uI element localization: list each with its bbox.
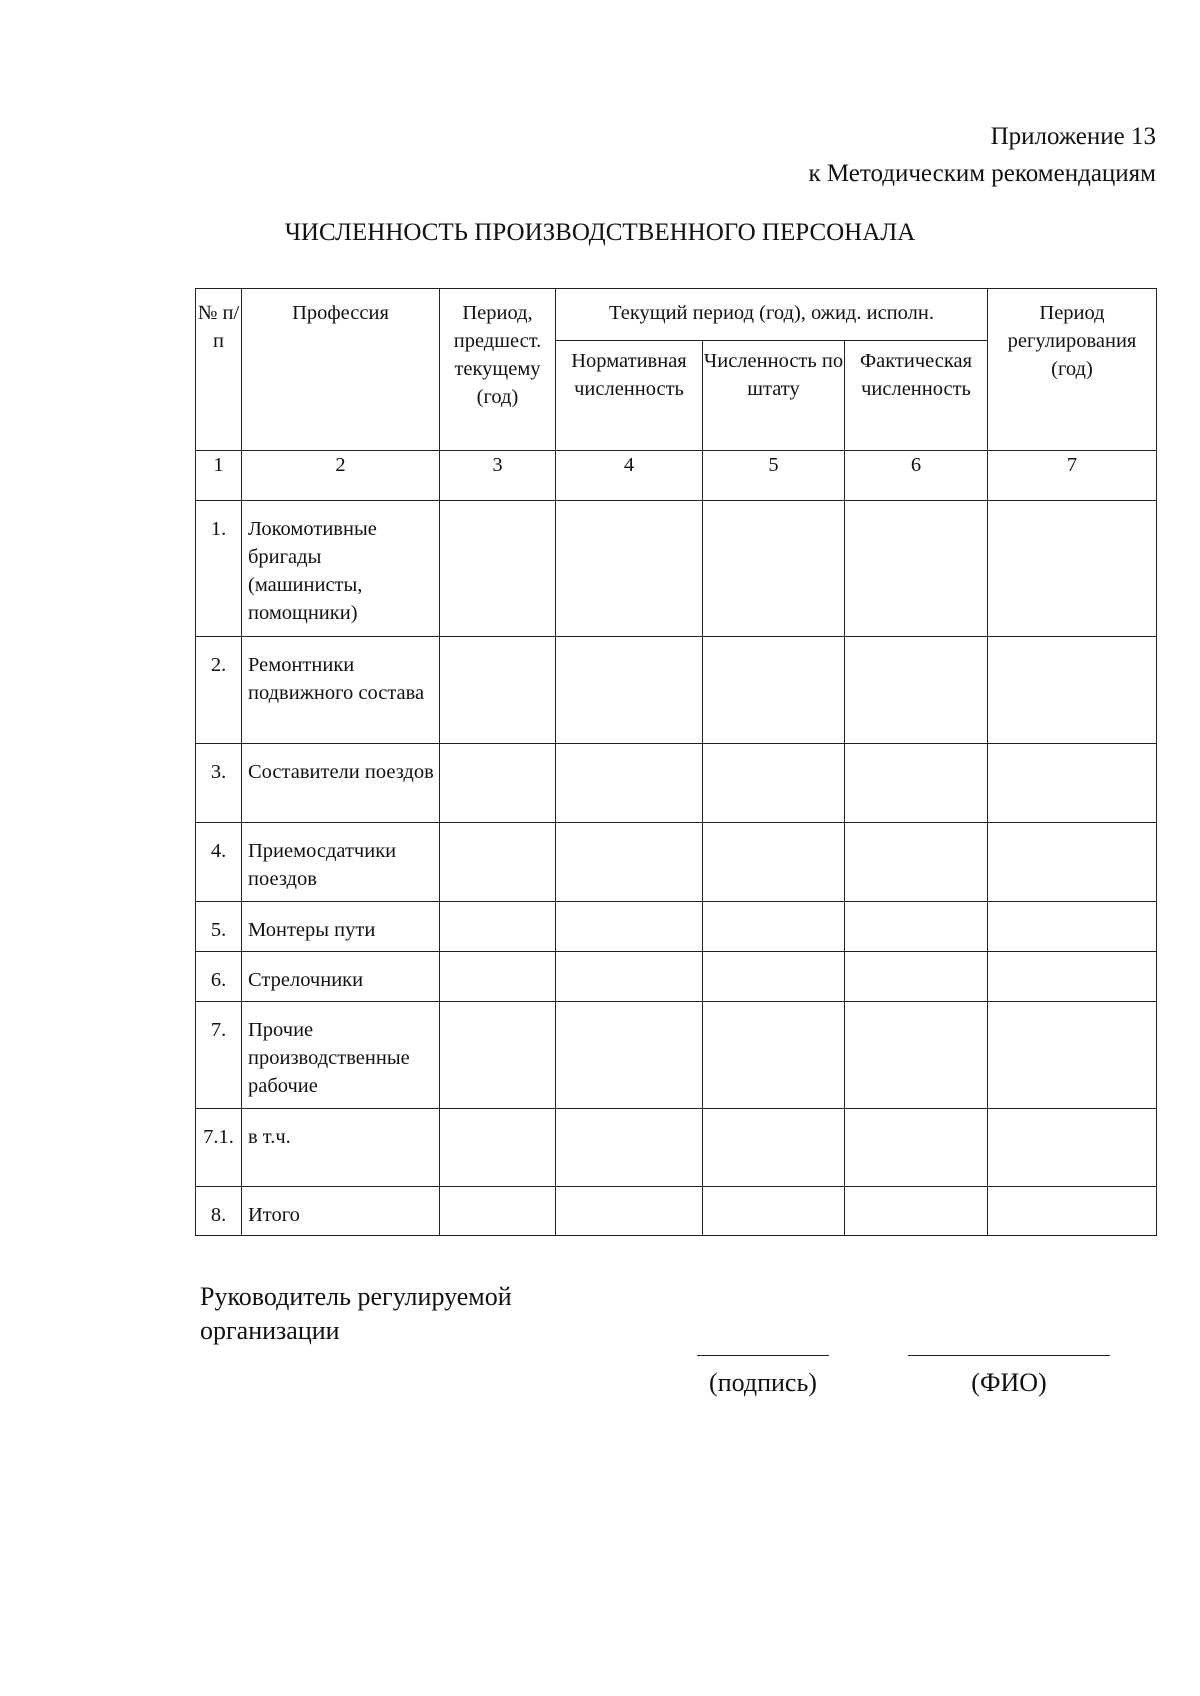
cell-regulation-period xyxy=(988,637,1157,744)
cell-staff-count xyxy=(703,637,845,744)
row-profession: Итого xyxy=(242,1187,440,1236)
cell-staff-count xyxy=(703,1002,845,1109)
row-number: 6. xyxy=(196,952,242,1002)
table-row xyxy=(196,902,1157,952)
name-line xyxy=(908,1355,1110,1356)
cell-regulation-period xyxy=(988,952,1157,1002)
cell-staff-count xyxy=(703,744,845,823)
header-profession: Профессия xyxy=(242,289,440,451)
column-number: 4 xyxy=(556,451,703,501)
cell-prev-period xyxy=(440,823,556,902)
cell-normative xyxy=(556,744,703,823)
header-current-period: Текущий период (год), ожид. исполн. xyxy=(556,289,988,341)
signatory-block xyxy=(200,1280,512,1348)
row-number: 8. xyxy=(196,1187,242,1236)
cell-staff-count xyxy=(703,501,845,637)
row-profession: Прочие производственные рабочие xyxy=(242,1002,440,1109)
name-caption: (ФИО) xyxy=(971,1368,1047,1397)
column-number: 3 xyxy=(440,451,556,501)
cell-regulation-period xyxy=(988,1109,1157,1187)
cell-actual xyxy=(845,1109,988,1187)
signature-caption: (подпись) xyxy=(709,1368,817,1397)
row-number: 4. xyxy=(196,823,242,902)
cell-actual xyxy=(845,902,988,952)
cell-actual xyxy=(845,952,988,1002)
appendix-line-1: Приложение 13 xyxy=(990,123,1156,150)
document-title: ЧИСЛЕННОСТЬ ПРОИЗВОДСТВЕННОГО ПЕРСОНАЛА xyxy=(284,219,916,246)
row-profession: в т.ч. xyxy=(242,1109,440,1187)
cell-regulation-period xyxy=(988,501,1157,637)
row-profession: Составители поездов xyxy=(242,744,440,823)
cell-normative xyxy=(556,823,703,902)
cell-actual xyxy=(845,823,988,902)
column-number: 1 xyxy=(196,451,242,501)
row-number: 3. xyxy=(196,744,242,823)
cell-prev-period xyxy=(440,1002,556,1109)
cell-normative xyxy=(556,952,703,1002)
row-number: 7.1. xyxy=(196,1109,242,1187)
row-number: 1. xyxy=(196,501,242,637)
row-profession: Локомотивные бригады (машинисты, помощники) xyxy=(242,501,440,637)
cell-normative xyxy=(556,501,703,637)
table-row xyxy=(196,1187,1157,1236)
cell-actual xyxy=(845,744,988,823)
cell-prev-period xyxy=(440,744,556,823)
cell-prev-period xyxy=(440,952,556,1002)
table-row xyxy=(196,637,1157,744)
row-number: 2. xyxy=(196,637,242,744)
cell-regulation-period xyxy=(988,823,1157,902)
header-staff-count: Численность по штату xyxy=(703,341,845,451)
cell-staff-count xyxy=(703,823,845,902)
cell-normative xyxy=(556,637,703,744)
cell-normative xyxy=(556,1002,703,1109)
cell-staff-count xyxy=(703,952,845,1002)
cell-normative xyxy=(556,1109,703,1187)
row-number: 5. xyxy=(196,902,242,952)
cell-prev-period xyxy=(440,637,556,744)
cell-actual xyxy=(845,1187,988,1236)
signatory-role-line-1: Руководитель регулируемой xyxy=(200,1282,512,1311)
cell-staff-count xyxy=(703,1109,845,1187)
cell-regulation-period xyxy=(988,1187,1157,1236)
cell-regulation-period xyxy=(988,1002,1157,1109)
staff-table xyxy=(195,288,1157,1236)
header-normative: Нормативная численность xyxy=(556,341,703,451)
column-number: 6 xyxy=(845,451,988,501)
appendix-header xyxy=(808,118,1156,192)
cell-actual xyxy=(845,1002,988,1109)
cell-regulation-period xyxy=(988,902,1157,952)
header-actual: Фактическая численность xyxy=(845,341,988,451)
row-number: 7. xyxy=(196,1002,242,1109)
column-number: 5 xyxy=(703,451,845,501)
table-row xyxy=(196,744,1157,823)
row-profession: Стрелочники xyxy=(242,952,440,1002)
signatory-role-line-2: организации xyxy=(200,1316,340,1345)
table-row xyxy=(196,952,1157,1002)
cell-prev-period xyxy=(440,1109,556,1187)
column-number-row xyxy=(196,451,1157,501)
header-prev-period: Период, предшест. текущему (год) xyxy=(440,289,556,451)
table-row xyxy=(196,823,1157,902)
cell-prev-period xyxy=(440,1187,556,1236)
signature-line xyxy=(697,1355,829,1356)
cell-prev-period xyxy=(440,501,556,637)
cell-staff-count xyxy=(703,1187,845,1236)
header-regulation-period: Период регулирования (год) xyxy=(988,289,1157,451)
cell-actual xyxy=(845,501,988,637)
cell-prev-period xyxy=(440,902,556,952)
row-profession: Приемосдатчики поездов xyxy=(242,823,440,902)
row-profession: Монтеры пути xyxy=(242,902,440,952)
column-number: 7 xyxy=(988,451,1157,501)
header-num: № п/п xyxy=(196,289,242,451)
appendix-line-2: к Методическим рекомендациям xyxy=(808,160,1156,187)
cell-regulation-period xyxy=(988,744,1157,823)
table-row xyxy=(196,501,1157,637)
cell-normative xyxy=(556,1187,703,1236)
column-number: 2 xyxy=(242,451,440,501)
cell-normative xyxy=(556,902,703,952)
cell-staff-count xyxy=(703,902,845,952)
cell-actual xyxy=(845,637,988,744)
table-row xyxy=(196,1109,1157,1187)
table-row xyxy=(196,1002,1157,1109)
row-profession: Ремонтники подвижного состава xyxy=(242,637,440,744)
